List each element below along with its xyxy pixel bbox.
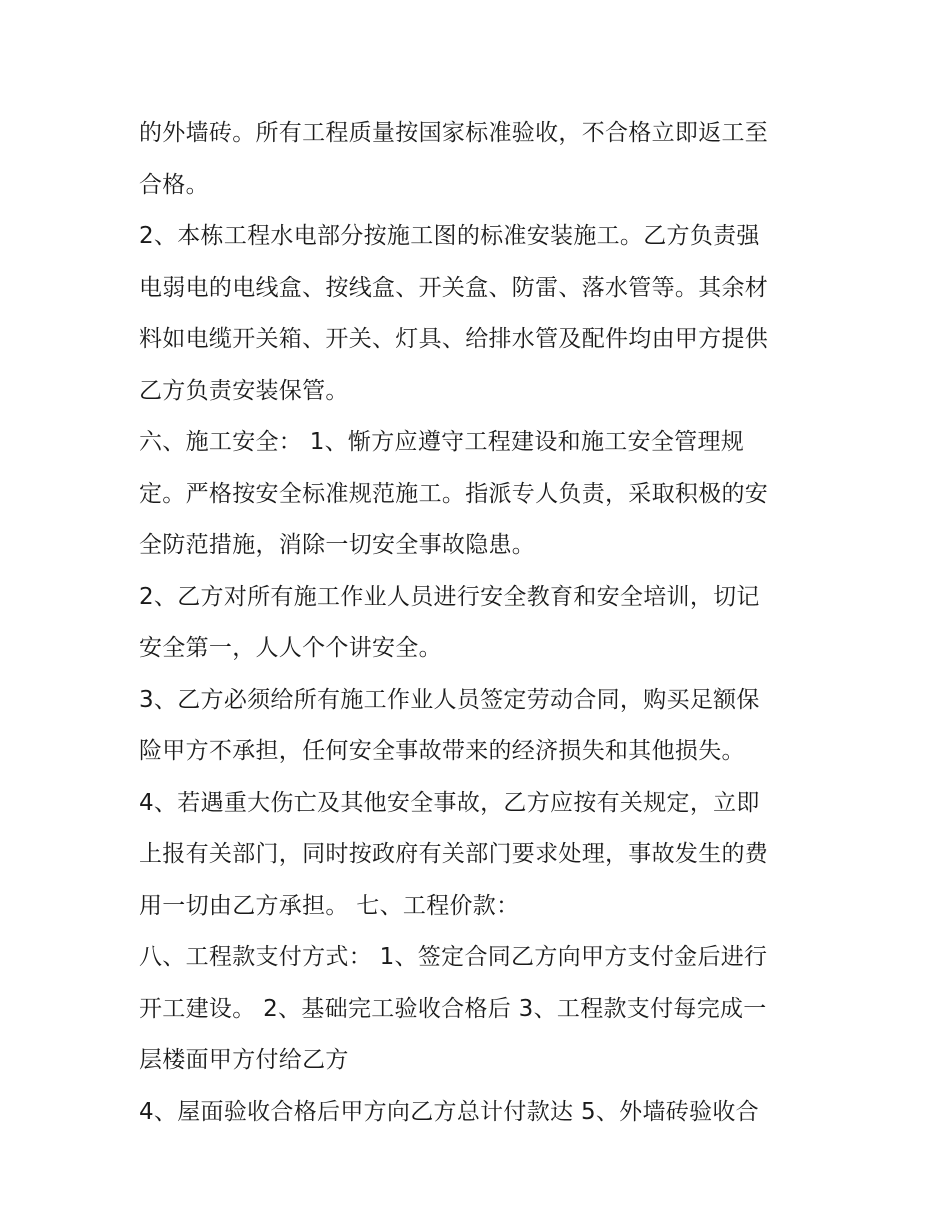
text-line: 合格。 [139, 171, 209, 198]
text-line: 层楼面甲方付给乙方 [139, 1047, 349, 1073]
text-line: 2、本栋工程水电部分按施工图的标准安装施工。乙方负责强 [139, 223, 760, 249]
text-line: 2、乙方对所有施工作业人员进行安全教育和安全培训，切记 [139, 583, 760, 610]
text-line: 定。严格按安全标准规范施工。指派专人负责，采取积极的安 [139, 480, 769, 507]
text-line: 乙方负责安装保管。 [139, 377, 349, 404]
text-line: 八、工程款支付方式： 1、签定合同乙方向甲方支付金后进行 [139, 944, 768, 970]
text-line: 4、屋面验收合格后甲方向乙方总计付款达 5、外墙砖验收合 [139, 1098, 759, 1125]
text-line: 上报有关部门，同时按政府有关部门要求处理，事故发生的费 [139, 841, 769, 867]
text-line: 的外墙砖。所有工程质量按国家标准验收，不合格立即返工至 [139, 120, 769, 146]
text-line: 安全第一，人人个个讲安全。 [139, 635, 442, 661]
text-line: 电弱电的电线盒、按线盒、开关盒、防雷、落水管等。其余材 [139, 274, 769, 301]
text-line: 全防范措施，消除一切安全事故隐患。 [139, 532, 536, 558]
text-line: 用一切由乙方承担。 七、工程价款： [139, 892, 520, 919]
text-line: 六、施工安全： 1、惭方应遵守工程建设和施工安全管理规 [139, 429, 745, 455]
document-body [139, 108, 819, 1138]
text-line: 4、若遇重大伤亡及其他安全事故，乙方应按有关规定，立即 [139, 789, 760, 816]
text-line: 料如电缆开关箱、开关、灯具、给排水管及配件均由甲方提供 [139, 326, 769, 352]
text-line: 3、乙方必须给所有施工作业人员签定劳动合同，购买足额保 [139, 686, 760, 713]
text-line: 开工建设。 2、基础完工验收合格后 3、工程款支付每完成一 [139, 995, 767, 1022]
text-line: 险甲方不承担，任何安全事故带来的经济损失和其他损失。 [139, 738, 745, 764]
